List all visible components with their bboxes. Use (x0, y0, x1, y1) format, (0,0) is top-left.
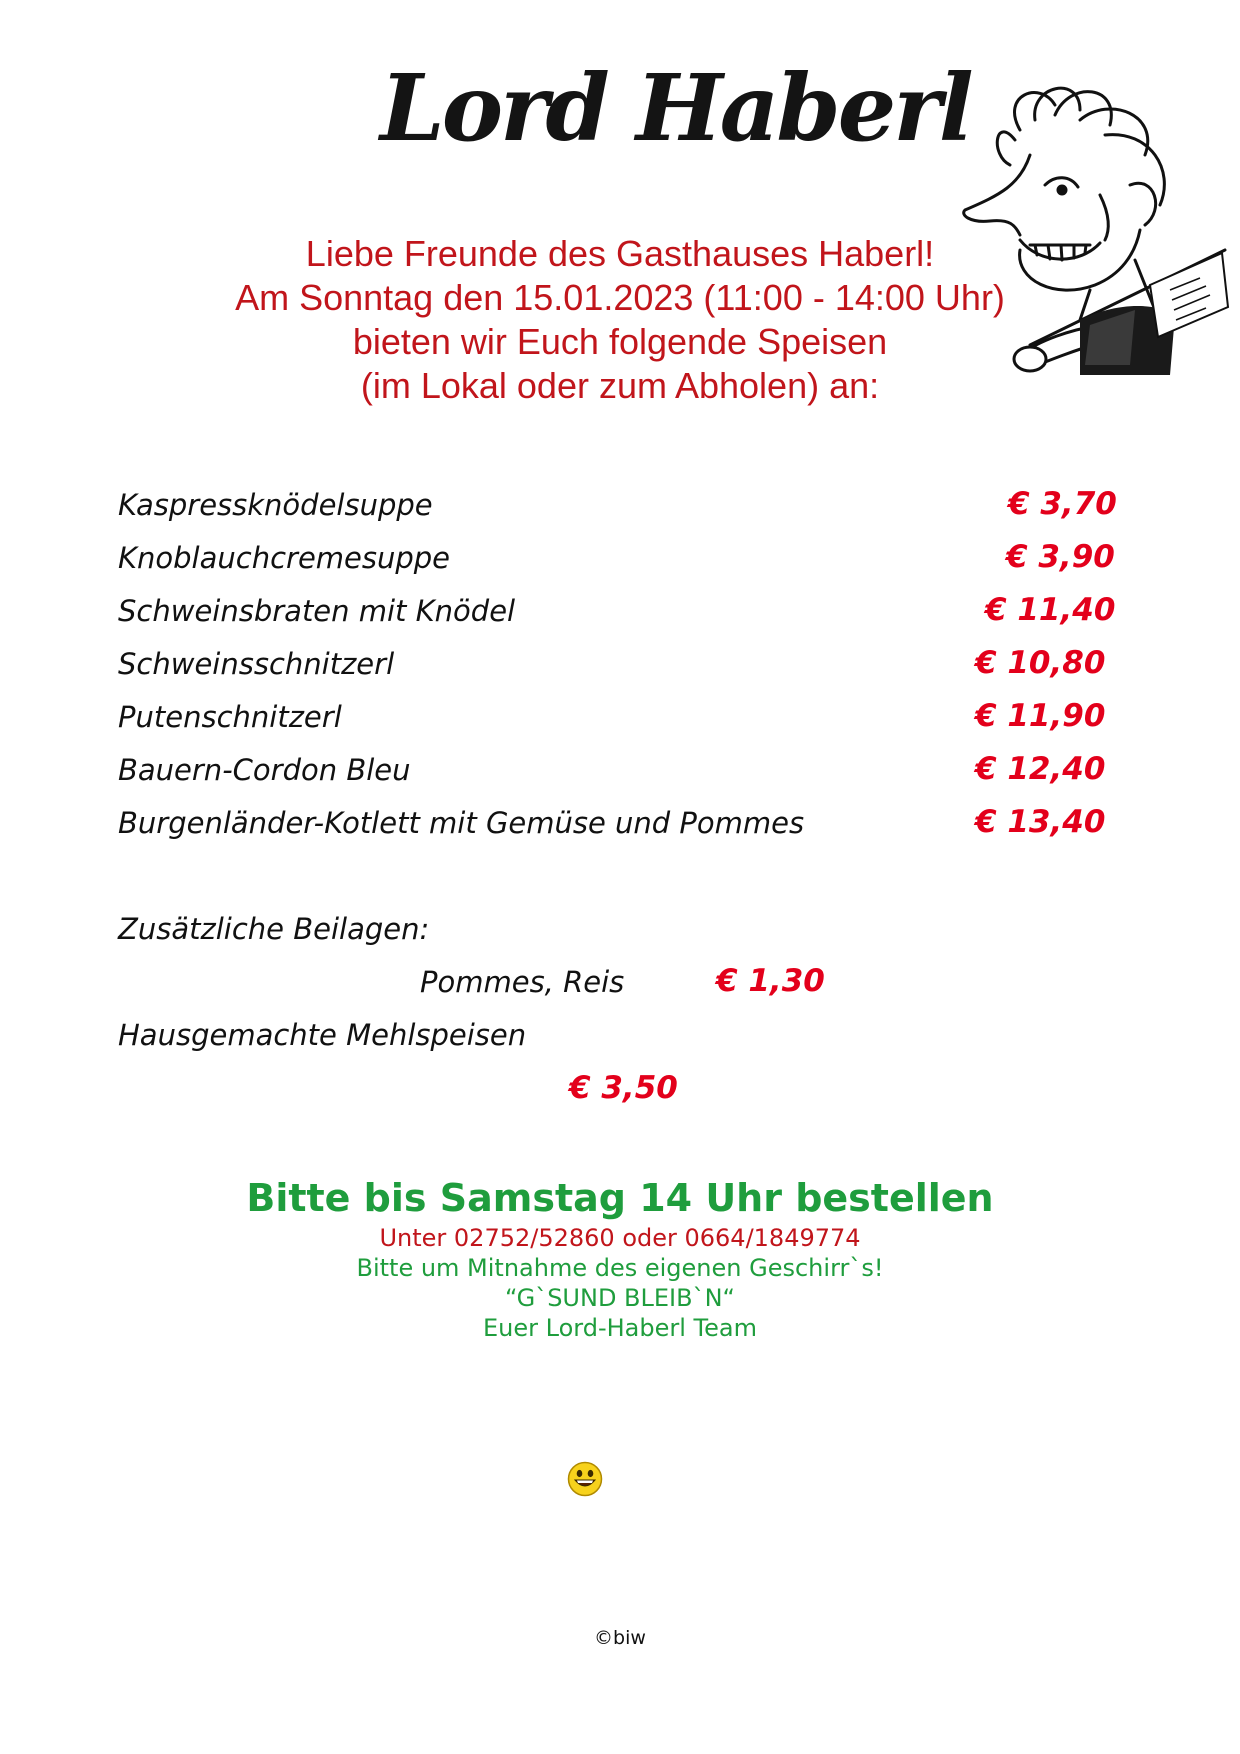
sides-label: Pommes, Reis (420, 965, 625, 999)
menu-item-price: € 13,40 (975, 804, 1106, 840)
intro-line-greeting: Liebe Freunde des Gasthauses Haberl! (305, 233, 935, 274)
menu-item-price: € 10,80 (975, 645, 1106, 681)
menu-item-price: € 11,90 (975, 698, 1106, 734)
phone-numbers-line: Unter 02752/52860 oder 0664/1849774 (379, 1224, 861, 1252)
intro-line-offer: bieten wir Euch folgende Speisen (352, 321, 888, 362)
extras-heading: Zusätzliche Beilagen: (118, 912, 430, 946)
menu-item-name: Putenschnitzerl (118, 700, 342, 734)
menu-item-price: € 3,90 (1006, 539, 1115, 575)
menu-item-name: Kaspressknödelsuppe (118, 488, 433, 522)
menu-item-name: Burgenländer-Kotlett mit Gemüse und Pommes (118, 806, 805, 840)
logo-text: Lord Haberl (380, 54, 971, 162)
intro-line-date: Am Sonntag den 15.01.2023 (11:00 - 14:00 Uhr) (235, 277, 1005, 318)
menu-item-name: Schweinsschnitzerl (118, 647, 395, 681)
menu-item-name: Schweinsbraten mit Knödel (118, 594, 516, 628)
menu-item-price: € 11,40 (985, 592, 1116, 628)
menu-item-name: Knoblauchcremesuppe (118, 541, 451, 575)
dessert-price: € 3,50 (569, 1070, 678, 1106)
intro-text-block (170, 232, 1070, 408)
copyright-text: ©biw (594, 1627, 646, 1649)
sides-price: € 1,30 (716, 963, 825, 999)
intro-line-service: (im Lokal oder zum Abholen) an: (360, 365, 880, 406)
motto-line: “G`SUND BLEIB`N“ (505, 1284, 735, 1312)
smiley-icon (567, 1461, 603, 1497)
menu-item-price: € 12,40 (975, 751, 1106, 787)
menu-item-name: Bauern-Cordon Bleu (118, 753, 411, 787)
menu-item-price: € 3,70 (1008, 486, 1117, 522)
dessert-label: Hausgemachte Mehlspeisen (118, 1018, 527, 1052)
team-signature-line: Euer Lord-Haberl Team (483, 1314, 757, 1342)
bring-dishes-line: Bitte um Mitnahme des eigenen Geschirr`s! (356, 1254, 884, 1282)
order-deadline-heading: Bitte bis Samstag 14 Uhr bestellen (246, 1176, 994, 1220)
